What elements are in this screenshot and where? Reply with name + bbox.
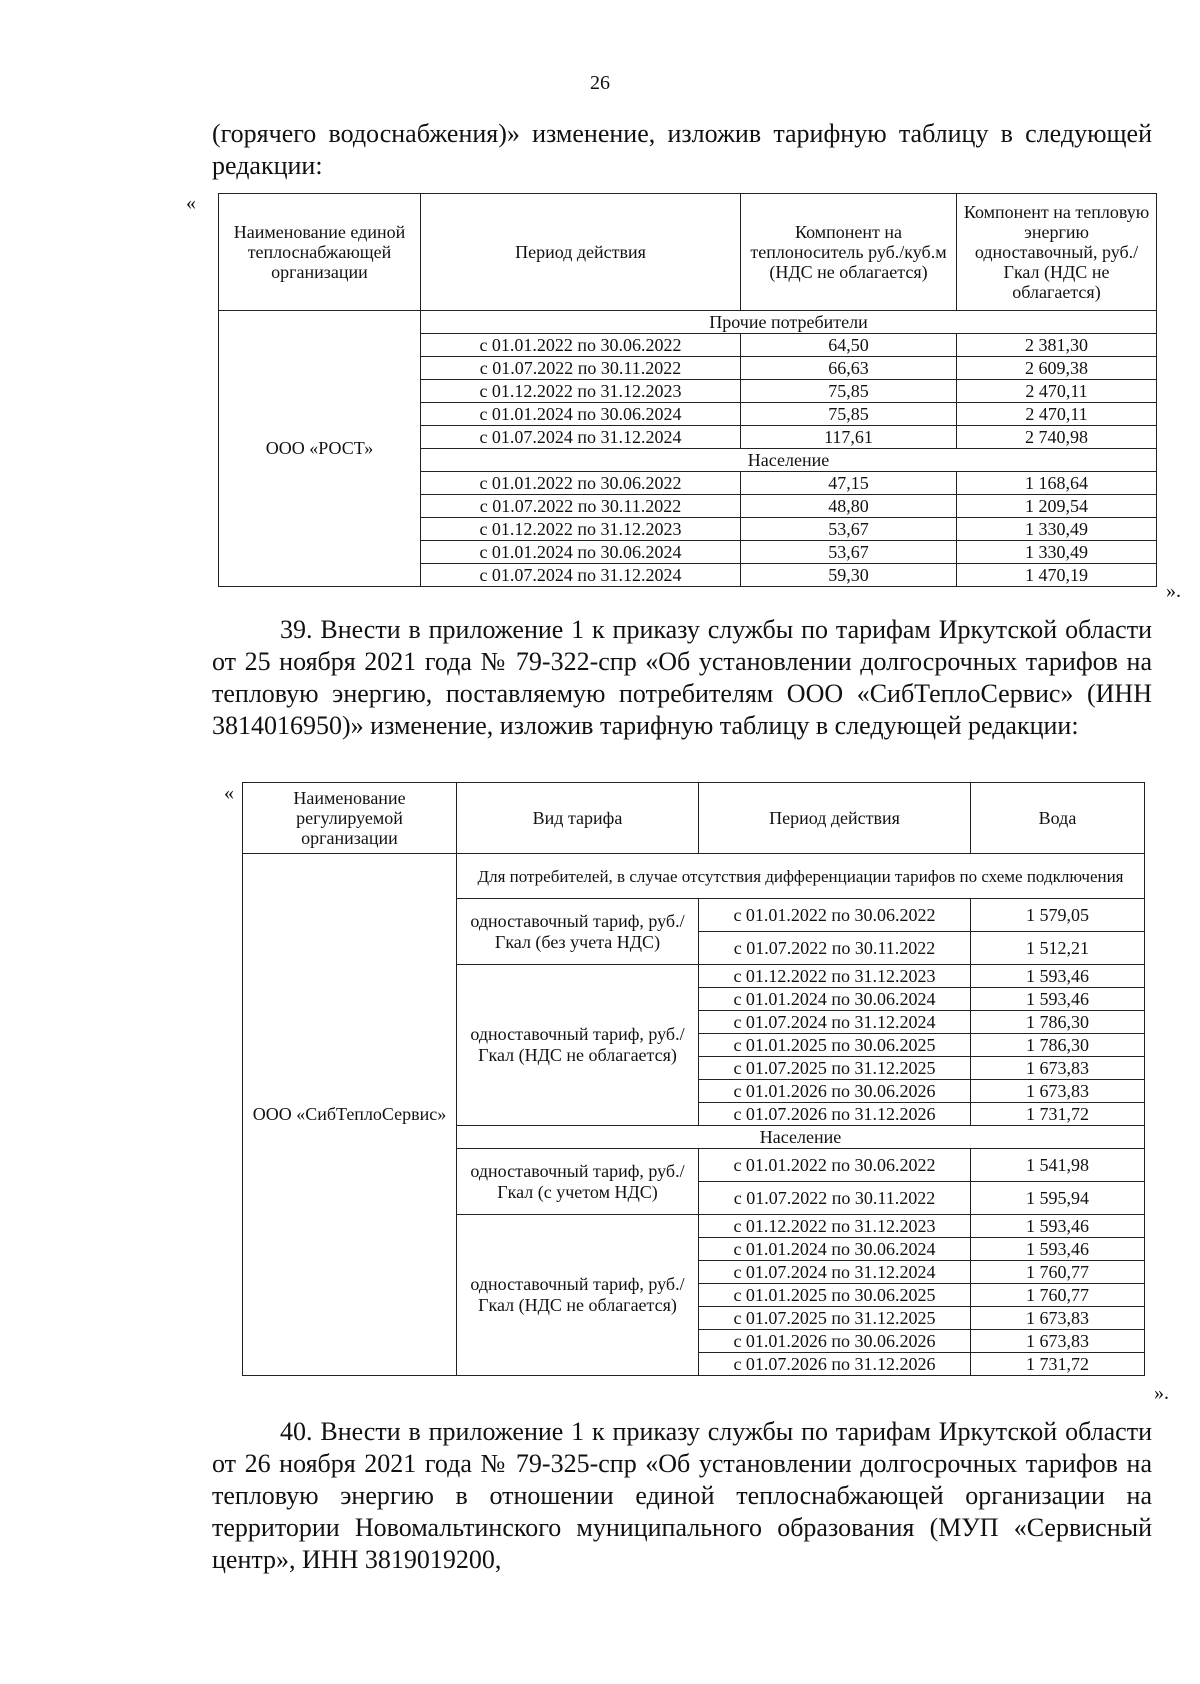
group-row (219, 311, 1157, 334)
group-title-cell: Население (457, 1126, 1145, 1149)
period-cell: с 01.07.2022 по 30.11.2022 (421, 495, 741, 518)
value-cell: 2 470,11 (957, 403, 1157, 426)
group-title-cell: Прочие потребители (421, 311, 1157, 334)
period-cell: с 01.01.2024 по 30.06.2024 (421, 403, 741, 426)
period-cell: с 01.01.2022 по 30.06.2022 (421, 472, 741, 495)
value-cell: 117,61 (741, 426, 957, 449)
period-cell: с 01.07.2026 по 31.12.2026 (699, 1353, 971, 1376)
group-title-cell: Для потребителей, в случае отсутствия дифференциации тарифов по схеме подключения (457, 854, 1145, 899)
value-cell: 1 731,72 (971, 1103, 1145, 1126)
value-cell: 1 470,19 (957, 564, 1157, 587)
value-cell: 1 579,05 (971, 899, 1145, 932)
tariff-type-cell: одноставочный тариф, руб./Гкал (с учетом НДС) (457, 1149, 699, 1215)
value-cell: 1 673,83 (971, 1330, 1145, 1353)
table1-close-quote: ». (1166, 580, 1181, 602)
period-cell: с 01.01.2025 по 30.06.2025 (699, 1034, 971, 1057)
value-cell: 2 740,98 (957, 426, 1157, 449)
value-cell: 1 330,49 (957, 518, 1157, 541)
value-cell: 66,63 (741, 357, 957, 380)
period-cell: с 01.01.2025 по 30.06.2025 (699, 1284, 971, 1307)
period-cell: с 01.12.2022 по 31.12.2023 (699, 1215, 971, 1238)
period-cell: с 01.01.2026 по 30.06.2026 (699, 1080, 971, 1103)
period-cell: с 01.01.2024 по 30.06.2024 (421, 541, 741, 564)
paragraph-40 (212, 1416, 1152, 1576)
value-cell: 48,80 (741, 495, 957, 518)
period-cell: с 01.07.2025 по 31.12.2025 (699, 1307, 971, 1330)
period-cell: с 01.01.2022 по 30.06.2022 (421, 334, 741, 357)
tariff-type-cell: одноставочный тариф, руб./Гкал (без учета НДС) (457, 899, 699, 965)
value-cell: 2 470,11 (957, 380, 1157, 403)
value-cell: 47,15 (741, 472, 957, 495)
period-cell: с 01.12.2022 по 31.12.2023 (421, 380, 741, 403)
value-cell: 1 168,64 (957, 472, 1157, 495)
period-cell: с 01.01.2026 по 30.06.2026 (699, 1330, 971, 1353)
value-cell: 1 593,46 (971, 1238, 1145, 1261)
value-cell: 1 760,77 (971, 1284, 1145, 1307)
value-cell: 59,30 (741, 564, 957, 587)
period-cell: с 01.01.2022 по 30.06.2022 (699, 899, 971, 932)
period-cell: с 01.07.2022 по 30.11.2022 (421, 357, 741, 380)
tariff-table-rost (218, 193, 1157, 587)
header-cell: Вид тарифа (457, 783, 699, 854)
tariff-type-cell: одноставочный тариф, руб./Гкал (НДС не облагается) (457, 1215, 699, 1376)
organization-cell: ООО «СибТеплоСервис» (243, 854, 457, 1376)
header-cell: Наименование единой теплоснабжающей организации (219, 194, 421, 311)
value-cell: 1 593,46 (971, 965, 1145, 988)
paragraph-40-text: 40. Внести в приложение 1 к приказу службы по тарифам Иркутской области от 26 ноября 2021 года № 79-325-спр «Об установлении долгосрочных тарифов на тепловую энергию в отношении единой теплоснабжающей организации на территории Новомальтинского муниципального образования (МУП «Сервисный центр», ИНН 3819019200, (212, 1417, 1152, 1574)
group-row (243, 854, 1145, 899)
header-cell: Наименование регулируемой организации (243, 783, 457, 854)
value-cell: 1 330,49 (957, 541, 1157, 564)
period-cell: с 01.07.2025 по 31.12.2025 (699, 1057, 971, 1080)
period-cell: с 01.07.2024 по 31.12.2024 (699, 1011, 971, 1034)
value-cell: 1 593,46 (971, 1215, 1145, 1238)
tariff-table-sibteploservis (242, 782, 1145, 1376)
group-title-cell: Население (421, 449, 1157, 472)
value-cell: 1 595,94 (971, 1182, 1145, 1215)
value-cell: 75,85 (741, 403, 957, 426)
header-cell: Период действия (421, 194, 741, 311)
value-cell: 2 609,38 (957, 357, 1157, 380)
table-header-row (243, 783, 1145, 854)
value-cell: 1 786,30 (971, 1011, 1145, 1034)
header-cell: Компонент на теплоноситель руб./куб.м (НДС не облагается) (741, 194, 957, 311)
value-cell: 1 512,21 (971, 932, 1145, 965)
value-cell: 1 209,54 (957, 495, 1157, 518)
value-cell: 1 593,46 (971, 988, 1145, 1011)
tariff-type-cell: одноставочный тариф, руб./Гкал (НДС не облагается) (457, 965, 699, 1126)
period-cell: с 01.12.2022 по 31.12.2023 (699, 965, 971, 988)
header-cell: Компонент на тепловую энергию одноставочный, руб./Гкал (НДС не облагается) (957, 194, 1157, 311)
value-cell: 1 673,83 (971, 1307, 1145, 1330)
paragraph-39-text: 39. Внести в приложение 1 к приказу службы по тарифам Иркутской области от 25 ноября 2021 года № 79-322-спр «Об установлении долгосрочных тарифов на тепловую энергию, поставляемую потребителям ООО «СибТеплоСервис» (ИНН 3814016950)» изменение, изложив тарифную таблицу в следующей редакции: (212, 615, 1152, 740)
value-cell: 1 731,72 (971, 1353, 1145, 1376)
intro-paragraph: (горячего водоснабжения)» изменение, изложив тарифную таблицу в следующей редакции: (212, 119, 1152, 180)
value-cell: 53,67 (741, 518, 957, 541)
value-cell: 64,50 (741, 334, 957, 357)
period-cell: с 01.07.2024 по 31.12.2024 (699, 1261, 971, 1284)
period-cell: с 01.07.2026 по 31.12.2026 (699, 1103, 971, 1126)
header-cell: Вода (971, 783, 1145, 854)
period-cell: с 01.01.2024 по 30.06.2024 (699, 988, 971, 1011)
value-cell: 1 541,98 (971, 1149, 1145, 1182)
table-header-row (219, 194, 1157, 311)
table1-open-quote: « (186, 192, 196, 214)
paragraph-39 (212, 614, 1152, 742)
value-cell: 1 786,30 (971, 1034, 1145, 1057)
period-cell: с 01.07.2024 по 31.12.2024 (421, 564, 741, 587)
header-cell: Период действия (699, 783, 971, 854)
value-cell: 2 381,30 (957, 334, 1157, 357)
value-cell: 75,85 (741, 380, 957, 403)
page-number: 26 (590, 72, 610, 94)
period-cell: с 01.07.2024 по 31.12.2024 (421, 426, 741, 449)
period-cell: с 01.12.2022 по 31.12.2023 (421, 518, 741, 541)
period-cell: с 01.01.2024 по 30.06.2024 (699, 1238, 971, 1261)
organization-cell: ООО «РОСТ» (219, 311, 421, 587)
value-cell: 53,67 (741, 541, 957, 564)
value-cell: 1 673,83 (971, 1080, 1145, 1103)
period-cell: с 01.07.2022 по 30.11.2022 (699, 1182, 971, 1215)
value-cell: 1 760,77 (971, 1261, 1145, 1284)
value-cell: 1 673,83 (971, 1057, 1145, 1080)
period-cell: с 01.01.2022 по 30.06.2022 (699, 1149, 971, 1182)
table2-close-quote: ». (1154, 1382, 1169, 1404)
table2-open-quote: « (224, 782, 234, 804)
period-cell: с 01.07.2022 по 30.11.2022 (699, 932, 971, 965)
